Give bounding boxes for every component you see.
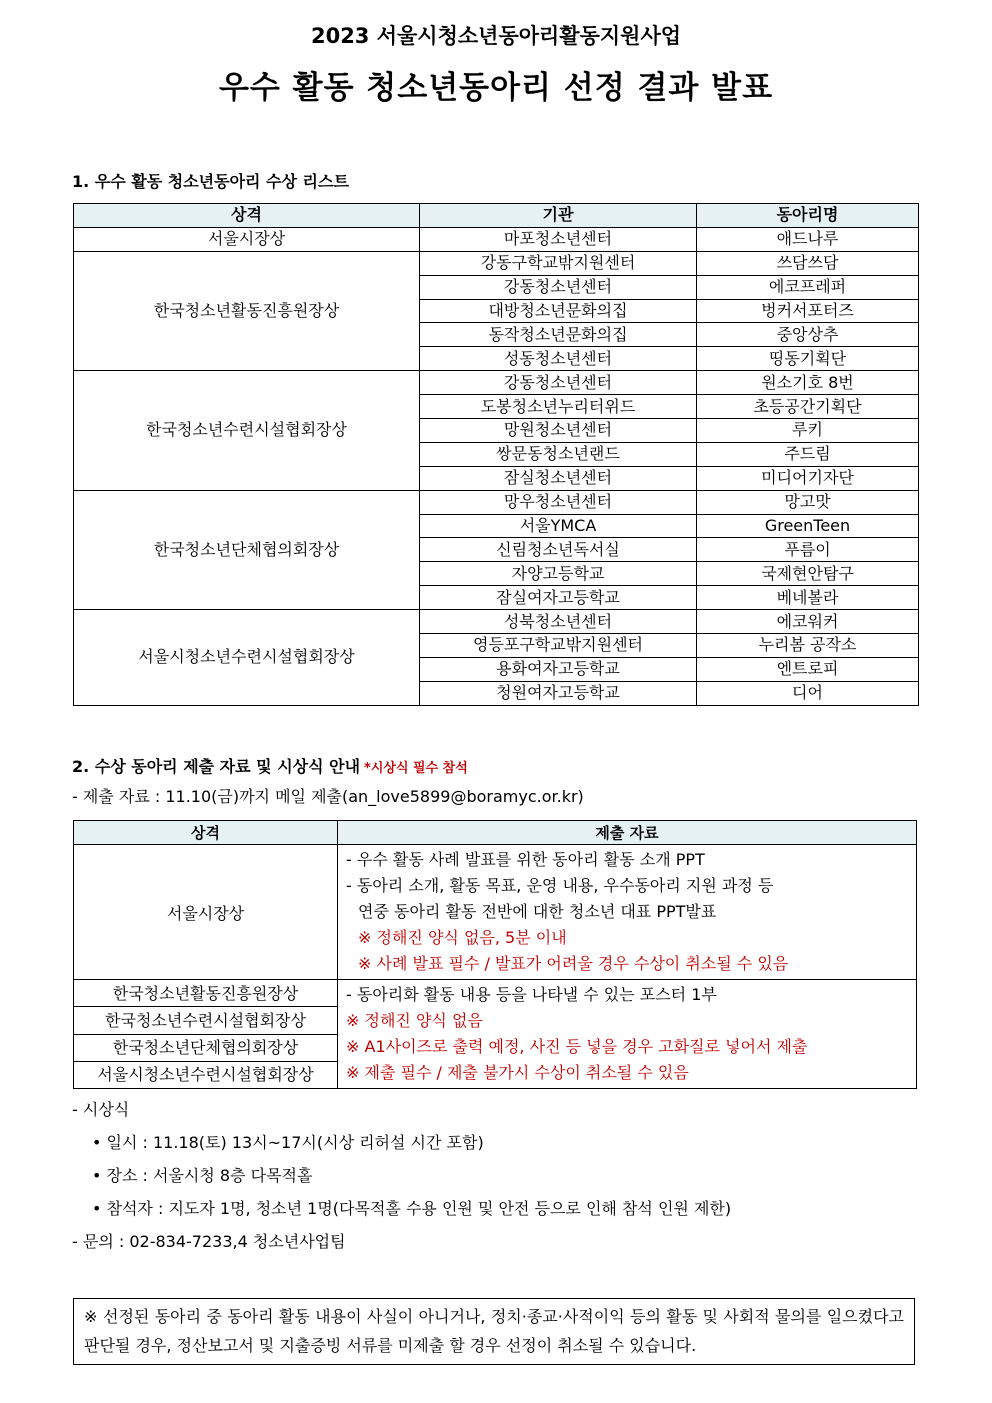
notice-line: ※ 사례 발표 필수 / 발표가 어려울 경우 수상이 취소될 수 있음 <box>358 954 789 973</box>
club-cell: 푸름이 <box>697 538 919 562</box>
org-cell: 망우청소년센터 <box>420 490 697 514</box>
notice-line: ※ A1사이즈로 출력 예정, 사진 등 넣을 경우 고화질로 넣어서 제출 <box>346 1037 808 1056</box>
award-name-cell: 서울시청소년수련시설협회장상 <box>74 610 420 706</box>
award-name-cell: 한국청소년단체협의회장상 <box>74 490 420 609</box>
org-cell: 동작청소년문화의집 <box>420 323 697 347</box>
award-name-cell: 한국청소년활동진흥원장상 <box>74 980 338 1007</box>
material-line: - 동아리 소개, 활동 목표, 운영 내용, 우수동아리 지원 과정 등 <box>346 876 774 895</box>
club-cell: 디어 <box>697 681 919 705</box>
club-cell: 국제현안탐구 <box>697 562 919 586</box>
column-header-award: 상격 <box>74 204 420 228</box>
award-name-cell: 서울시청소년수련시설협회장상 <box>74 1061 338 1088</box>
org-cell: 마포청소년센터 <box>420 227 697 251</box>
org-cell: 청원여자고등학교 <box>420 681 697 705</box>
submission-table <box>73 820 917 1089</box>
club-cell: 띵동기획단 <box>697 347 919 371</box>
column-header-org: 기관 <box>420 204 697 228</box>
table-row <box>74 227 919 251</box>
org-cell: 성동청소년센터 <box>420 347 697 371</box>
ceremony-attendees: • 참석자 : 지도자 1명, 청소년 1명(다목적홀 수용 인원 및 안전 등으로 인해 참석 인원 제한) <box>92 1199 732 1218</box>
club-cell: 애드나루 <box>697 227 919 251</box>
club-cell: 베네볼라 <box>697 586 919 610</box>
column-header-award: 상격 <box>74 821 338 845</box>
club-cell: 망고맛 <box>697 490 919 514</box>
club-cell: 쓰담쓰담 <box>697 251 919 275</box>
club-cell: 누리봄 공작소 <box>697 634 919 658</box>
org-cell: 잠실청소년센터 <box>420 466 697 490</box>
submission-deadline-line: - 제출 자료 : 11.10(금)까지 메일 제출(an_love5899@boramyc.or.kr) <box>72 787 584 806</box>
club-cell: 중앙상추 <box>697 323 919 347</box>
club-cell: 미디어기자단 <box>697 466 919 490</box>
award-name-cell: 한국청소년수련시설협회장상 <box>74 371 420 490</box>
notice-line: ※ 정해진 양식 없음 <box>346 1011 483 1030</box>
award-table-header-row <box>74 204 919 228</box>
club-cell: 원소기호 8번 <box>697 371 919 395</box>
materials-cell <box>338 980 917 1089</box>
table-row <box>74 610 919 634</box>
award-name-cell: 한국청소년수련시설협회장상 <box>74 1007 338 1034</box>
org-cell: 잠실여자고등학교 <box>420 586 697 610</box>
table-row <box>74 980 917 1007</box>
award-name-cell: 서울시장상 <box>74 845 338 980</box>
org-cell: 영등포구학교밖지원센터 <box>420 634 697 658</box>
notice-line: ※ 정해진 양식 없음, 5분 이내 <box>358 928 567 947</box>
material-line: 연중 동아리 활동 전반에 대한 청소년 대표 PPT발표 <box>358 902 717 921</box>
table-row <box>74 845 917 980</box>
submission-table-header-row <box>74 821 917 845</box>
org-cell: 강동청소년센터 <box>420 371 697 395</box>
award-name-cell: 서울시장상 <box>74 227 420 251</box>
club-cell: 벙커서포터즈 <box>697 299 919 323</box>
club-cell: GreenTeen <box>697 514 919 538</box>
org-cell: 자양고등학교 <box>420 562 697 586</box>
award-list-table <box>73 203 919 706</box>
award-name-cell: 한국청소년활동진흥원장상 <box>74 251 420 370</box>
org-cell: 강동구학교밖지원센터 <box>420 251 697 275</box>
notice-line: ※ 제출 필수 / 제출 불가시 수상이 취소될 수 있음 <box>346 1063 689 1082</box>
org-cell: 대방청소년문화의집 <box>420 299 697 323</box>
org-cell: 쌍문동청소년랜드 <box>420 442 697 466</box>
ceremony-label: - 시상식 <box>72 1100 130 1119</box>
ceremony-info <box>72 1093 731 1258</box>
materials-cell <box>338 845 917 980</box>
material-line: - 우수 활동 사례 발표를 위한 동아리 활동 소개 PPT <box>346 850 705 869</box>
ceremony-place: • 장소 : 서울시청 8층 다목적홀 <box>92 1166 313 1185</box>
document-title-line1: 2023 서울시청소년동아리활동지원사업 <box>310 24 682 48</box>
section1-heading: 1. 우수 활동 청소년동아리 수상 리스트 <box>72 172 349 191</box>
cancellation-notice: ※ 선정된 동아리 중 동아리 활동 내용이 사실이 아니거나, 정치·종교·사적이익 등의 활동 및 사회적 물의를 일으켰다고 판단될 경우, 정산보고서 및 지출증빙 서류를 미제출 할 경우 선정이 취소될 수 있습니다. <box>73 1298 915 1365</box>
material-line: - 동아리화 활동 내용 등을 나타낼 수 있는 포스터 1부 <box>346 985 717 1004</box>
org-cell: 성북청소년센터 <box>420 610 697 634</box>
table-row <box>74 490 919 514</box>
contact-info: - 문의 : 02-834-7233,4 청소년사업팀 <box>72 1232 346 1251</box>
org-cell: 용화여자고등학교 <box>420 657 697 681</box>
table-row <box>74 371 919 395</box>
table-row <box>74 251 919 275</box>
award-table-body <box>74 227 919 705</box>
org-cell: 강동청소년센터 <box>420 275 697 299</box>
club-cell: 주드림 <box>697 442 919 466</box>
org-cell: 서울YMCA <box>420 514 697 538</box>
column-header-club: 동아리명 <box>697 204 919 228</box>
org-cell: 망원청소년센터 <box>420 419 697 443</box>
required-attendance-note: *시상식 필수 참석 <box>364 761 468 776</box>
award-name-cell: 한국청소년단체협의회장상 <box>74 1034 338 1061</box>
org-cell: 신림청소년독서실 <box>420 538 697 562</box>
org-cell: 도봉청소년누리터위드 <box>420 395 697 419</box>
section2-heading <box>72 754 468 777</box>
ceremony-date: • 일시 : 11.18(토) 13시~17시(시상 리허설 시간 포함) <box>92 1133 484 1152</box>
club-cell: 루키 <box>697 419 919 443</box>
document-title-line2: 우수 활동 청소년동아리 선정 결과 발표 <box>218 70 774 106</box>
club-cell: 에코워커 <box>697 610 919 634</box>
club-cell: 엔트로피 <box>697 657 919 681</box>
section2-heading-text: 2. 수상 동아리 제출 자료 및 시상식 안내 <box>72 757 361 776</box>
club-cell: 초등공간기획단 <box>697 395 919 419</box>
club-cell: 에코프레퍼 <box>697 275 919 299</box>
column-header-materials: 제출 자료 <box>338 821 917 845</box>
